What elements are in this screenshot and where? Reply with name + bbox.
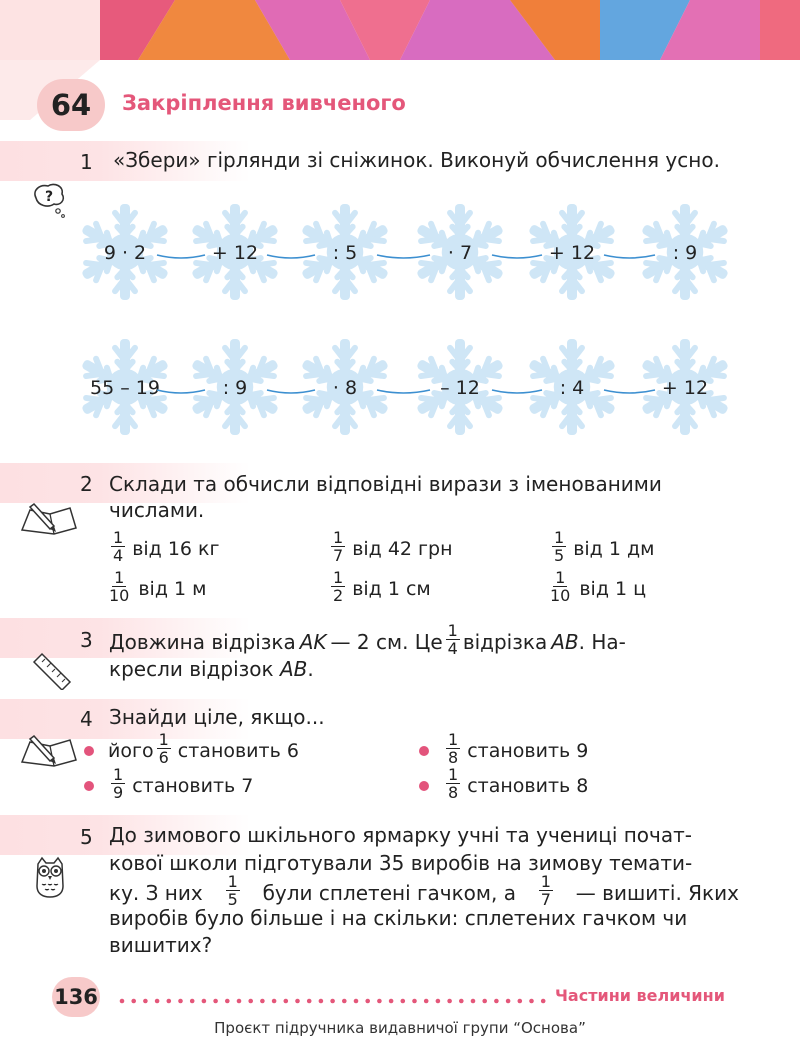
leader-dot — [190, 999, 195, 1004]
task-3-number: 3 — [80, 628, 93, 652]
leader-dot — [541, 999, 546, 1004]
task-2-item-4: $\frac{1}{10}$ від 1 м — [109, 568, 207, 605]
leader-dot — [131, 999, 136, 1004]
leader-dot — [412, 999, 417, 1004]
leader-dot — [307, 999, 312, 1004]
leader-dot — [482, 999, 487, 1004]
bullet — [419, 781, 429, 791]
garland-link — [267, 390, 315, 393]
fraction: $\frac{1}{7}$ — [333, 528, 344, 565]
leader-dot — [494, 999, 499, 1004]
garland-expression: : 5 — [332, 242, 358, 264]
garland-expression: 9 · 2 — [103, 242, 147, 264]
garland-link — [492, 255, 542, 258]
leader-dot — [237, 999, 242, 1004]
leader-dot — [213, 999, 218, 1004]
publisher-note: Проєкт підручника видавничої групи “Основа” — [214, 1019, 586, 1037]
leader-dot — [389, 999, 394, 1004]
task-3-line-1: Довжина відрізка AK — 2 см. Це $\frac{1}{4}$ відрізка AB . На- — [109, 621, 626, 658]
lesson-number: 64 — [50, 88, 92, 122]
garland-link — [604, 390, 655, 393]
ruler-icon — [30, 650, 74, 690]
task-2-line-1: Склади та обчисли відповідні вирази з іменованими — [109, 472, 662, 496]
task-2-item-1: $\frac{1}{4}$ від 16 кг — [113, 528, 220, 565]
leader-dot — [401, 999, 406, 1004]
task-4-item-1: його $\frac{1}{6}$ становить 6 — [84, 733, 299, 768]
leader-dot — [319, 999, 324, 1004]
garland-expression: : 4 — [559, 377, 585, 399]
leader-dot — [354, 999, 359, 1004]
task-5-line-1: До зимового шкільного ярмарку учні та учениці почат- — [109, 823, 692, 847]
leader-dot — [202, 999, 207, 1004]
task-5-line-3: ку. З них $\frac{1}{5}$ були сплетені гачком, а $\frac{1}{7}$ — вишиті. Яких — [109, 872, 739, 909]
garland-expression: : 9 — [222, 377, 248, 399]
leader-dot — [471, 999, 476, 1004]
leader-dot — [295, 999, 300, 1004]
task-5-line-4: виробів було більше і на скільки: сплетених гачком чи — [109, 906, 688, 930]
leader-dot — [377, 999, 382, 1004]
fraction: $\frac{1}{4}$ — [113, 528, 124, 565]
task-4-item-3: $\frac{1}{9}$ становить 7 — [84, 768, 253, 803]
page-number-badge — [52, 977, 100, 1017]
garland-expression: – 12 — [440, 377, 480, 399]
garland-expression: : 9 — [672, 242, 698, 264]
leader-dot — [272, 999, 277, 1004]
task-5-line-2: кової школи підготували 35 виробів на зимову темати- — [109, 851, 693, 875]
task-4-text: Знайди ціле, якщо... — [109, 705, 325, 729]
fraction: $\frac{1}{9}$ — [113, 765, 124, 802]
leader-dot — [529, 999, 534, 1004]
leader-dot — [424, 999, 429, 1004]
fraction: $\frac{1}{6}$ — [158, 730, 169, 767]
garland-expression: · 8 — [332, 377, 358, 399]
leader-dot — [143, 999, 148, 1004]
garland-expression: + 12 — [211, 242, 259, 264]
fraction: $\frac{1}{8}$ — [448, 765, 459, 802]
snowflake-garland-1 — [0, 197, 800, 307]
task-1-number: 1 — [80, 150, 93, 174]
leader-dot — [447, 999, 452, 1004]
pencil-notebook-icon — [20, 500, 78, 540]
task-4-item-2: $\frac{1}{8}$ становить 9 — [419, 733, 588, 768]
task-5-number: 5 — [80, 825, 93, 849]
leader-dot — [260, 999, 265, 1004]
garland-link — [604, 255, 655, 258]
leader-dot — [178, 999, 183, 1004]
leader-dot — [506, 999, 511, 1004]
lesson-number-badge — [37, 79, 105, 131]
leader-dot — [155, 999, 160, 1004]
snowflake-garland-2 — [0, 332, 800, 442]
task-2-item-3: $\frac{1}{5}$ від 1 дм — [554, 528, 655, 565]
fraction: $\frac{1}{7}$ — [540, 872, 551, 909]
leader-dot — [167, 999, 172, 1004]
dotted-leader — [118, 996, 548, 1006]
garland-link — [157, 255, 205, 258]
owl-icon — [32, 856, 68, 898]
fraction: $\frac{1}{8}$ — [448, 730, 459, 767]
bullet — [419, 746, 429, 756]
task-2-item-2: $\frac{1}{7}$ від 42 грн — [333, 528, 453, 565]
fraction: $\frac{1}{10}$ — [109, 568, 130, 605]
garland-expression: + 12 — [548, 242, 596, 264]
task-3-line-2: кресли відрізок AB. — [109, 657, 314, 681]
leader-dot — [436, 999, 441, 1004]
leader-dot — [330, 999, 335, 1004]
leader-dot — [518, 999, 523, 1004]
task-4-item-4: $\frac{1}{8}$ становить 8 — [419, 768, 588, 803]
fraction: $\frac{1}{2}$ — [333, 568, 344, 605]
leader-dot — [342, 999, 347, 1004]
bullet — [84, 781, 94, 791]
garland-link — [377, 390, 430, 393]
task-5-line-5: вишитих? — [109, 933, 213, 957]
task-2-item-6: $\frac{1}{10}$ від 1 ц — [550, 568, 647, 605]
lesson-title: Закріплення вивченого — [122, 91, 406, 115]
garland-link — [492, 390, 542, 393]
leader-dot — [459, 999, 464, 1004]
garland-link — [377, 255, 430, 258]
garland-link — [267, 255, 315, 258]
fraction: $\frac{1}{10}$ — [550, 568, 571, 605]
leader-dot — [225, 999, 230, 1004]
garland-expression: + 12 — [661, 377, 709, 399]
task-2-line-2: числами. — [109, 498, 205, 522]
garland-expression: · 7 — [447, 242, 473, 264]
task-2-number: 2 — [80, 472, 93, 496]
decorative-top-band — [0, 0, 800, 60]
fraction: $\frac{1}{4}$ — [447, 621, 458, 658]
task-4-number: 4 — [80, 707, 93, 731]
leader-dot — [284, 999, 289, 1004]
pencil-notebook-icon — [20, 732, 78, 772]
fraction: $\frac{1}{5}$ — [227, 872, 238, 909]
task-1-text: «Збери» гірлянди зі сніжинок. Виконуй обчислення усно. — [113, 148, 720, 172]
leader-dot — [248, 999, 253, 1004]
bullet — [84, 746, 94, 756]
leader-dot — [365, 999, 370, 1004]
page-number: 136 — [54, 985, 98, 1009]
svg-text:?: ? — [44, 189, 54, 205]
task-2-item-5: $\frac{1}{2}$ від 1 см — [333, 568, 431, 605]
chapter-title: Частини величини — [555, 986, 725, 1005]
garland-expression: 55 – 19 — [90, 377, 160, 399]
leader-dot — [120, 999, 125, 1004]
garland-link — [157, 390, 205, 393]
fraction: $\frac{1}{5}$ — [554, 528, 565, 565]
